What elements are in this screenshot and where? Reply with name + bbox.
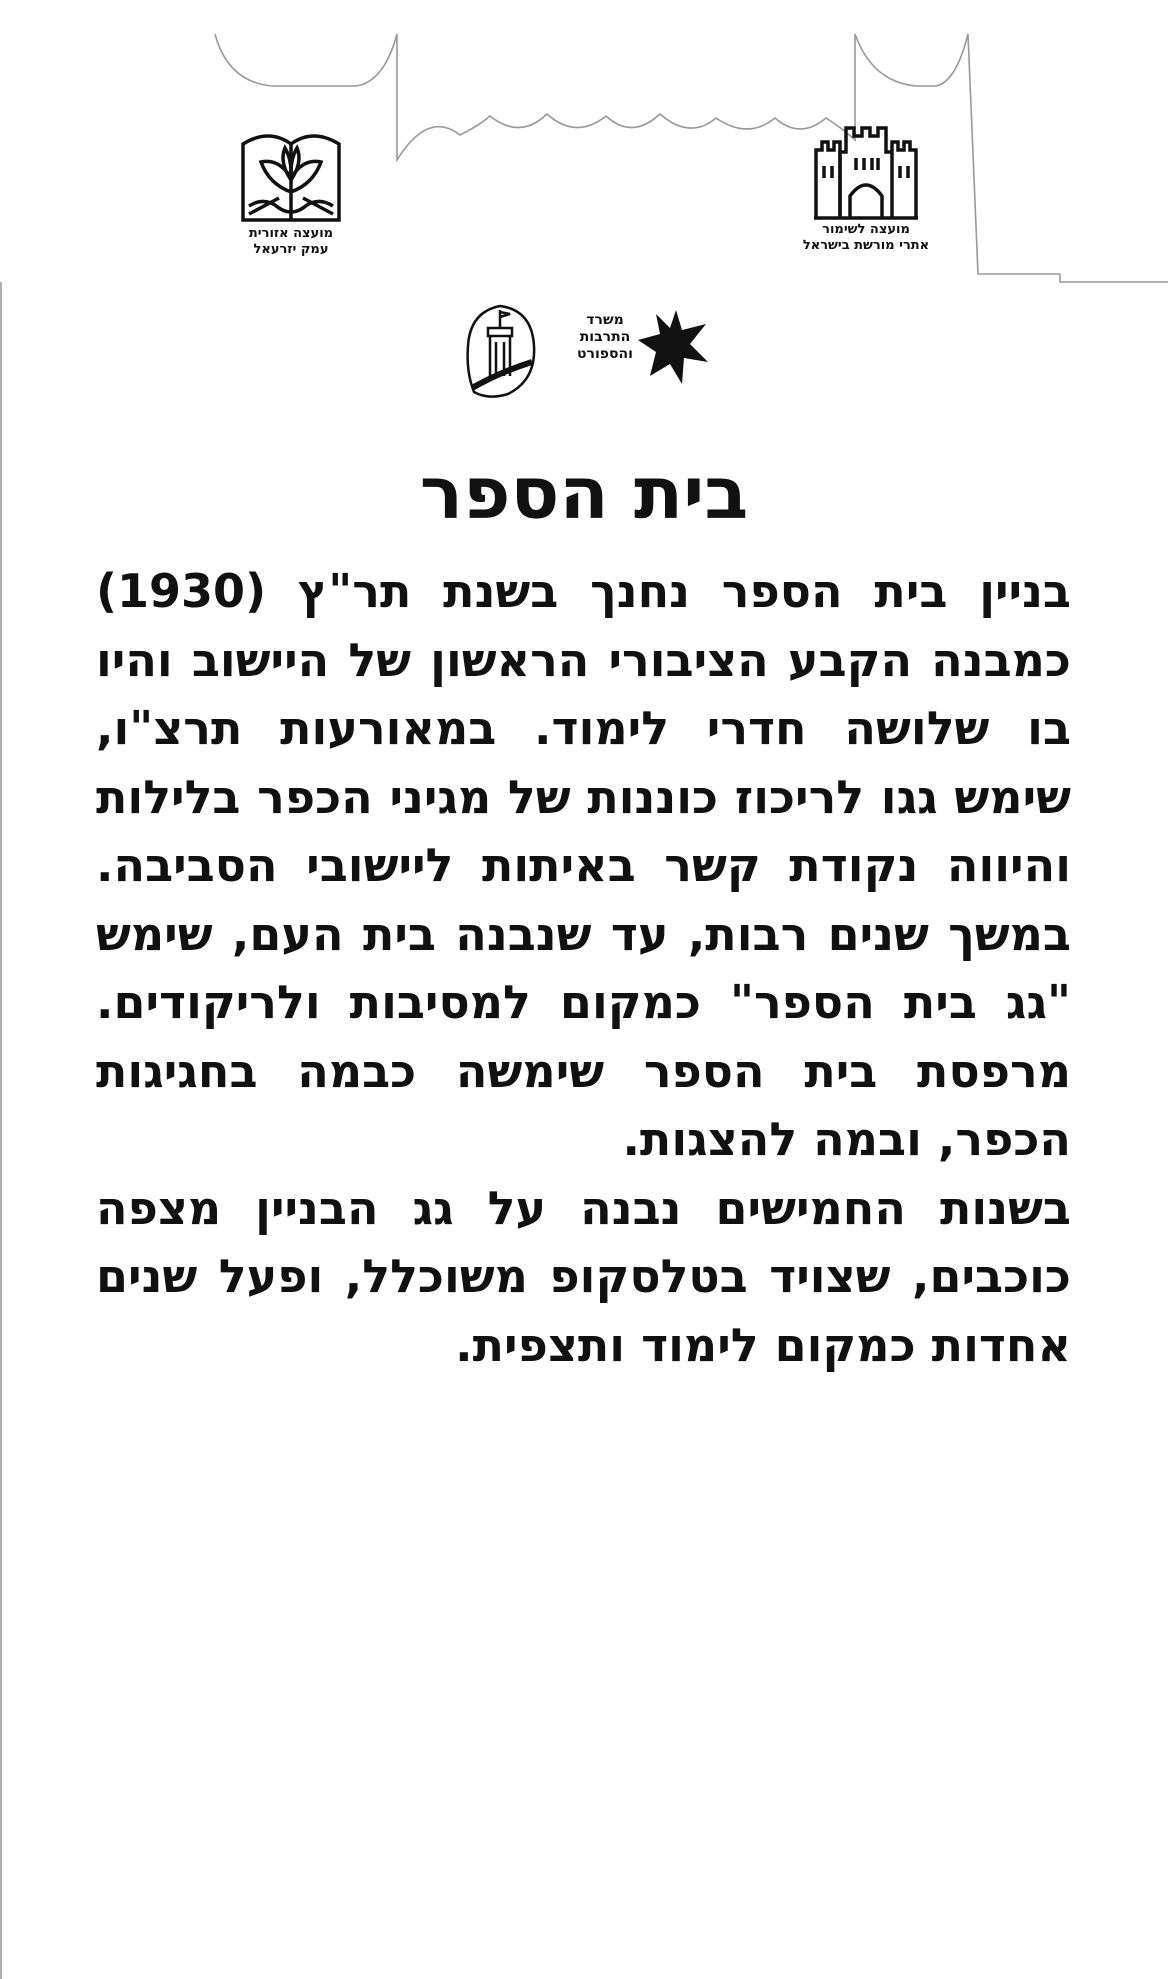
page-title: בית הספר bbox=[419, 451, 749, 535]
ministry-line-1: משרד bbox=[586, 312, 624, 328]
heritage-council-logo bbox=[776, 122, 956, 254]
paragraph-2: בשנות החמישים נבנה על גג הבניין מצפה כוכבים, שצויד בטלסקופ משוכלל, ופעל שנים אחדות כמקום לימוד ותצפית. bbox=[96, 1180, 1071, 1372]
regional-council-caption-2: עמק יזרעאל bbox=[253, 242, 329, 257]
castle-icon bbox=[812, 122, 920, 222]
heritage-council-caption-2: אתרי מורשת בישראל bbox=[802, 238, 930, 253]
regional-council-caption-1: מועצה אזורית bbox=[248, 226, 334, 241]
star-splash-icon bbox=[636, 306, 710, 388]
open-book-flower-icon bbox=[239, 122, 343, 226]
ministry-line-2: התרבות bbox=[579, 329, 631, 345]
regional-council-logo bbox=[226, 122, 356, 258]
water-tower-emblem-icon bbox=[462, 302, 538, 400]
village-emblem-logo bbox=[462, 302, 538, 400]
ministry-line-3: והספורט bbox=[577, 346, 633, 362]
ministry-logo bbox=[570, 306, 710, 390]
heritage-council-caption-1: מועצה לשימור bbox=[822, 222, 910, 237]
body-text bbox=[96, 557, 1071, 1379]
paragraph-1: בניין בית הספר נחנך בשנת תר"ץ (1930) כמבנה הקבע הציבורי הראשון של היישוב והיו בו שלושה חדרי לימוד. במאורעות תרצ"ו, שימש גגו לריכוז כוננות של מגיני הכפר בלילות והיווה נקודת קשר באיתות ליישובי הסביבה. במשך שנים רבות, עד שנבנה בית העם, שימש "גג בית הספר" כמקום למסיבות ולריקודים. מרפסת בית הספר שימשה כבמה בחגיגות הכפר, ובמה להצגות. bbox=[96, 564, 1071, 1166]
